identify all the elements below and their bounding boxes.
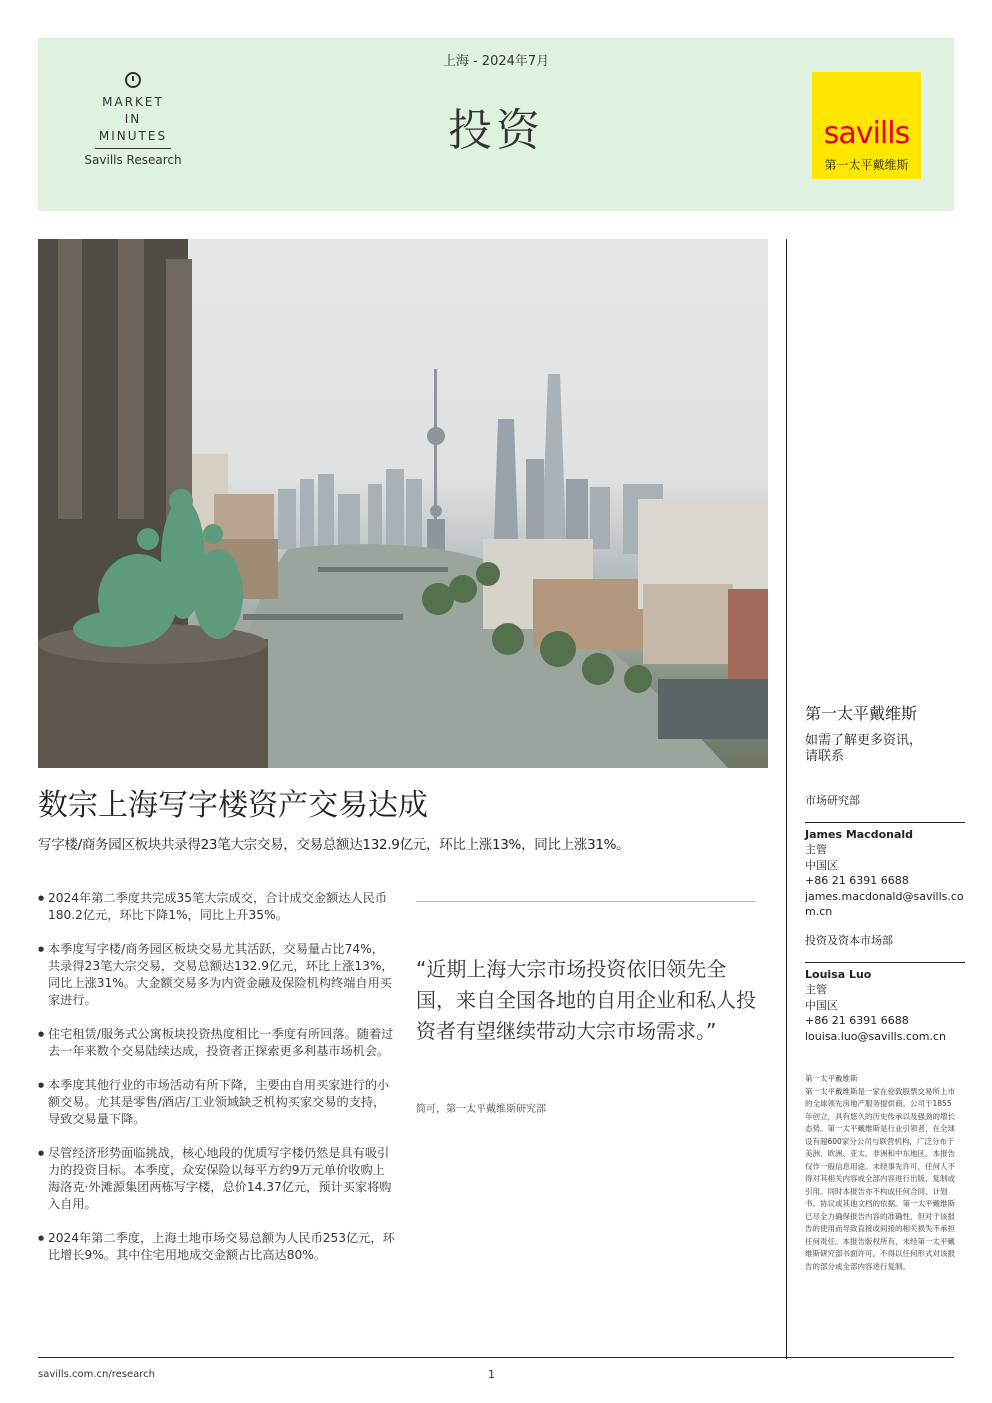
department-label: 投资及资本市场部 — [805, 934, 893, 947]
about-text: 第一太平戴维斯是一家在伦敦股票交易所上市的全球领先房地产服务提供商。公司于1855年创立，具有悠久的历史传承以及强劲的增长态势。第一太平戴维斯是行业引领者，在全球设有超600家分公司与联营机构，广泛分布于美洲、欧洲、亚太、非洲和中东地区。本报告仅作一般信息用途。未经事先许可，任何人不得对其相关内容或全部内容进行出版、复制或引用。同时本报告亦不构成任何合同、计划书、协议或其他文档的依据。第一太平戴维斯已尽全力确保报告内容的准确性，但对于该报告的使用而导致直接或间接的相关损失不承担任何责任。本报告版权所有，未经第一太平戴维斯研究部书面许可，不得以任何形式对该报告的部分或全部内容进行复制。 — [805, 1086, 955, 1271]
contact-prompt-line: 如需了解更多资讯， — [805, 733, 923, 748]
hero-photo-shanghai-skyline — [38, 239, 768, 768]
contact-title: 主管 — [805, 843, 827, 856]
contact-prompt-line: 请联系 — [805, 749, 845, 764]
pull-quote: “近期上海大宗市场投资依旧领先全国，来自全国各地的自用企业和私人投资者有望继续带动大宗市场需求。” — [416, 957, 756, 1043]
skyline-illustration — [38, 239, 768, 768]
contact-region: 中国区 — [805, 858, 838, 872]
sidebar-brand: 第一太平戴维斯 — [805, 704, 918, 723]
department-label: 市场研究部 — [805, 794, 860, 807]
page-number: 1 — [488, 1368, 495, 1381]
sidebar-contact-prompt — [805, 733, 965, 765]
about-savills — [805, 1073, 957, 1273]
mim-line: MARKET — [102, 95, 164, 109]
contact-name: Louisa Luo — [805, 968, 872, 981]
contact-block-investment — [805, 932, 965, 1044]
contact-name: James Macdonald — [805, 828, 914, 841]
key-point: ● 本季度其他行业的市场活动有所下降，主要由自用买家进行的小额交易。尤其是零售/酒店/工业领域缺乏机构买家交易的支持，导致交易量下降。 — [38, 1077, 396, 1128]
contact-divider — [805, 962, 965, 963]
savills-logo-cn: 第一太平戴维斯 — [824, 158, 909, 172]
footer-url[interactable]: savills.com.cn/research — [38, 1369, 155, 1380]
page-title: 投资 — [448, 105, 544, 156]
mim-research-label: Savills Research — [84, 153, 182, 167]
dateline: 上海 - 2024年7月 — [442, 54, 550, 69]
contact-phone[interactable]: +86 21 6391 6688 — [805, 874, 909, 887]
key-point: ● 住宅租赁/服务式公寓板块投资热度相比一季度有所回落。随着过去一年来数个交易陆续达成，投资者正探索更多利基市场机会。 — [38, 1026, 396, 1060]
key-point: ● 2024年第二季度，上海土地市场交易总额为人民币253亿元，环比增长9%。其中住宅用地成交金额占比高达80%。 — [38, 1230, 396, 1264]
mim-line: IN — [124, 112, 142, 126]
key-point: ● 本季度写字楼/商务园区板块交易尤其活跃，交易量占比74%，共录得23笔大宗交易，交易总额达132.9亿元，环比上涨13%，同比上涨31%。大金额交易多为内资金融及保险机构终端自用买家进行。 — [38, 941, 396, 1009]
mim-line: MINUTES — [98, 129, 168, 143]
quote-divider — [416, 901, 756, 902]
key-point: ● 尽管经济形势面临挑战，核心地段的优质写字楼仍然是具有吸引力的投资目标。本季度，众安保险以每平方约9万元单价收购上海洛克·外滩源集团两栋写字楼，总价14.37亿元，预计买家将购入自用。 — [38, 1145, 396, 1213]
savills-logo — [812, 72, 921, 179]
contact-title: 主管 — [805, 983, 827, 996]
footer-divider — [38, 1357, 954, 1358]
contact-email[interactable]: louisa.luo@savills.com.cn — [805, 1029, 946, 1043]
key-point: ● 2024年第二季度共完成35笔大宗成交，合计成交金额达人民币180.2亿元，环比下降1%，同比上升35%。 — [38, 890, 396, 924]
article-standfirst: 写字楼/商务园区板块共录得23笔大宗交易，交易总额达132.9亿元，环比上涨13%，同比上涨31%。 — [38, 837, 630, 853]
contact-phone[interactable]: +86 21 6391 6688 — [805, 1014, 909, 1027]
report-header — [38, 38, 954, 211]
article-headline: 数宗上海写字楼资产交易达成 — [38, 788, 428, 823]
sidebar-divider — [786, 239, 787, 1359]
clock-icon — [125, 72, 141, 88]
about-title: 第一太平戴维斯 — [805, 1074, 858, 1083]
savills-logo-word: savills — [823, 116, 910, 151]
contact-email[interactable]: james.macdonald@savills.com.cn — [805, 889, 964, 918]
contact-region: 中国区 — [805, 998, 838, 1012]
contact-divider — [805, 822, 965, 823]
contact-block-research — [805, 792, 965, 920]
key-points-list — [38, 890, 396, 1281]
quote-source: 简可，第一太平戴维斯研究部 — [416, 1104, 546, 1115]
